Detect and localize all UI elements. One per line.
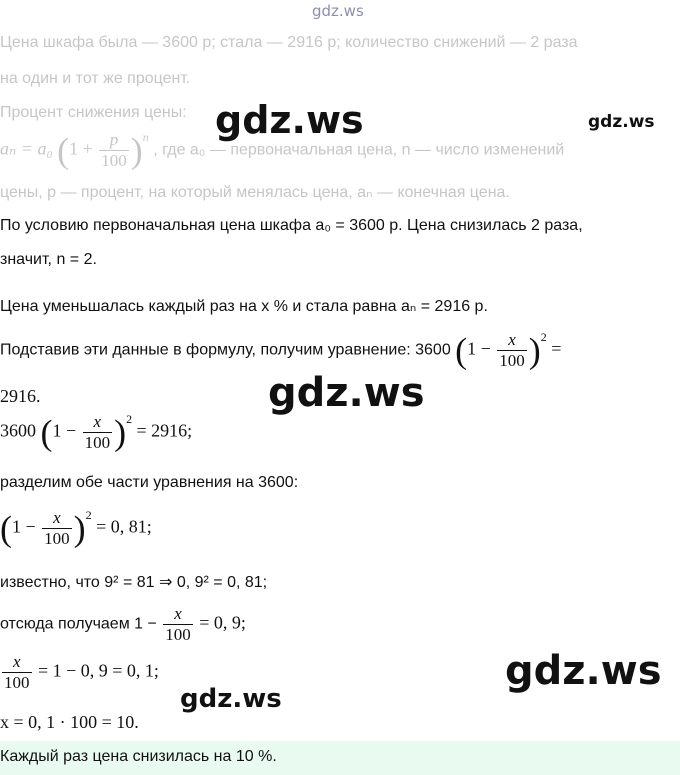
one-minus: 1 − [12,516,36,537]
solution-line-12: x = 0, 1 · 100 = 10. [0,712,139,732]
equals-2916: = 2916; [136,420,193,441]
intro-line-5: цены, p — процент, на который менялась цена, aₙ — конечная цена. [0,184,510,201]
solution-line-2: значит, n = 2. [0,251,97,268]
formula-explanation: , где a₀ — первоначальная цена, n — число изменений [153,141,565,159]
thus-text: отсюда получаем 1 − [0,615,157,633]
paren-close: ) [73,508,86,549]
paren-close: ) [114,412,127,453]
equation-intro: Подставив эти данные в формулу, получим уравнение: 3600 [0,341,451,359]
formula-exponent: n [142,129,149,144]
one-minus: 1 − [52,420,77,441]
watermark-2: gdz.ws [588,112,655,132]
solution-line-5: 2916. [0,386,41,406]
watermark-top: gdz.ws [312,2,364,20]
paren-open: ( [40,412,53,453]
equals-081: = 0, 81; [96,516,152,537]
one-minus: 1 − [467,338,491,359]
watermark-4: gdz.ws [505,648,662,694]
solution-line-7: разделим обе части уравнения на 3600: [0,474,299,491]
equals-09: = 0, 9; [199,612,246,633]
watermark-3: gdz.ws [268,370,425,416]
paren-close: ) [130,130,143,171]
intro-line-1: Цена шкафа была — 3600 р; стала — 2916 р; количество снижений — 2 раза [0,34,578,51]
equals: = [551,338,562,359]
solution-line-11 [0,652,159,693]
fraction-x-100: $\frac{x}{100}$ [44,508,70,548]
solution-line-1: По условию первоначальная цена шкафа a₀ = 3600 р. Цена снизилась 2 раза, [0,217,583,234]
fraction-x-100: $\frac{x}{100}$ [84,412,111,452]
formula-lhs: aₙ = a₀ [0,138,53,159]
paren-open: ( [0,508,12,549]
solution-line-10 [0,604,246,645]
equals-01: = 1 − 0, 9 = 0, 1; [37,660,159,681]
paren-close: ) [528,330,541,371]
intro-line-3: Процент снижения цены: [0,104,187,121]
exponent: 2 [85,507,92,522]
exponent: 2 [126,411,133,426]
formula-one: 1 + [69,138,93,159]
fraction-x-100: $\frac{x}{100}$ [4,652,30,692]
value-3600: 3600 [0,420,36,441]
answer-box [0,741,680,775]
fraction-x-100: $\frac{x}{100}$ [499,330,525,370]
formula-fraction: $\frac{p}{100}$ [101,130,127,170]
paren-open: ( [57,130,70,171]
intro-line-2: на один и тот же процент. [0,70,191,87]
answer-text: Каждый раз цена снизилась на 10 %. [0,748,277,765]
fraction-x-100: $\frac{x}{100}$ [165,604,191,644]
paren-open: ( [455,330,468,371]
solution-line-6 [0,412,192,453]
solution-line-8 [0,508,152,549]
exponent: 2 [540,329,547,344]
watermark-5: gdz.ws [180,684,282,714]
watermark-1: gdz.ws [215,98,364,142]
solution-line-4 [0,330,561,371]
solution-line-3: Цена уменьшалась каждый раз на x % и стала равна aₙ = 2916 р. [0,298,488,315]
solution-line-9: известно, что 9² = 81 ⇒ 0, 9² = 0, 81; [0,574,268,591]
